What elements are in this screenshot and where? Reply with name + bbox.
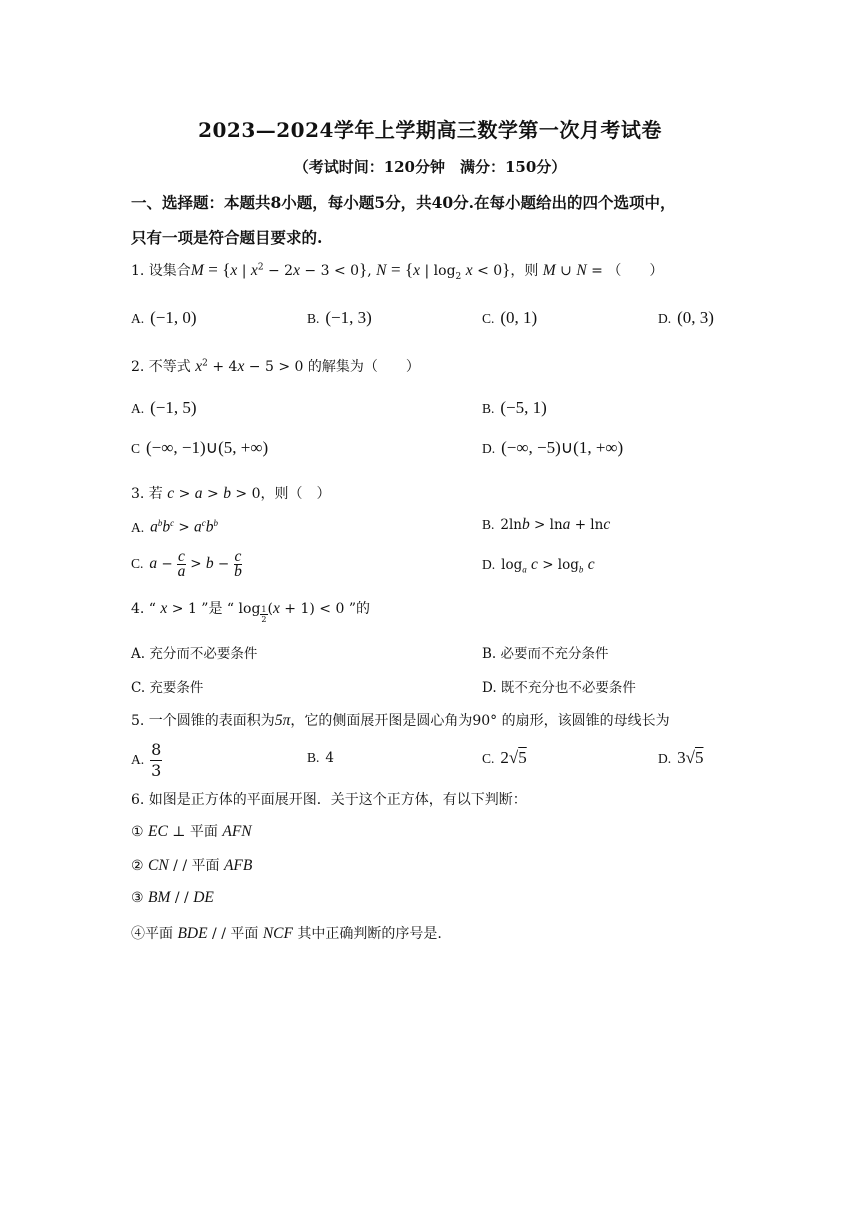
question-5: 5. 一个圆锥的表面积为5π，它的侧面展开图是圆心角为90° 的扇形，该圆锥的母线长为 — [131, 712, 670, 729]
q4-option-a[interactable]: A. 充分而不必要条件 — [131, 646, 258, 662]
q1-option-b[interactable]: B. (−1, 3) — [307, 308, 372, 327]
q2-option-d[interactable]: D. (−∞, −5)∪(1, +∞) — [482, 438, 624, 457]
section-heading-line2: 只有一项是符合题目要求的. — [131, 228, 323, 247]
q5-option-c[interactable]: C. 2√5 — [482, 748, 527, 767]
q4-option-d[interactable]: D. 既不充分也不必要条件 — [482, 680, 636, 696]
q4-option-c[interactable]: C. 充要条件 — [131, 680, 204, 696]
q6-item-3: ③ BM / / DE — [131, 889, 214, 906]
question-4: 4. “ x > 1 ”是 “ log $_{\frac{1}{2}}$ (x + 1) < 0 ”的 — [131, 600, 371, 625]
q1-option-c[interactable]: C. (0, 1) — [482, 308, 538, 327]
q5-option-d[interactable]: D. 3√5 — [658, 748, 704, 767]
q5-option-a[interactable]: A. $\frac{8}{3}$ — [131, 740, 162, 780]
q3-option-b[interactable]: B. 2lnb > lna + lnc — [482, 516, 611, 533]
q2-option-c[interactable]: C (−∞, −1)∪(5, +∞) — [131, 438, 269, 457]
q5-option-b[interactable]: B. 4 — [307, 750, 334, 766]
q3-option-d[interactable]: D. $\log_a c > \log_b c$ — [482, 556, 595, 575]
q4-option-b[interactable]: B. 必要而不充分条件 — [482, 646, 609, 662]
exam-subtitle: （考试时间：120分钟 满分：150分） — [293, 158, 567, 176]
question-2: 2. 不等式 $x^2 + 4x - 5 > 0$ 的解集为（ ） — [131, 358, 420, 375]
q6-item-4: ④平面 BDE / / 平面 NCF 其中正确判断的序号是. — [131, 925, 442, 942]
question-3: 3. 若 c > a > b > 0，则（ ） — [131, 485, 331, 502]
q1-option-d[interactable]: D. (0, 3) — [658, 308, 714, 327]
section-heading-line1: 一、选择题：本题共8小题，每小题5分，共40分.在每小题给出的四个选项中， — [131, 193, 676, 212]
q6-item-2: ② CN / / 平面 AFB — [131, 857, 253, 874]
question-6: 6. 如图是正方体的平面展开图．关于这个正方体，有以下判断： — [131, 792, 527, 808]
question-1: 1. 设集合M = {x | $x^2 - 2x - 3 < 0$}, N = {x | $\log_2 x < 0$}，则 M ∪ N = （ ） — [131, 260, 664, 282]
q1-prefix: 1. 设集合 — [131, 263, 191, 279]
q2-option-a[interactable]: A. (−1, 5) — [131, 398, 197, 417]
q6-item-1: ① EC ⊥ 平面 AFN — [131, 823, 252, 840]
q1-option-a[interactable]: A. (−1, 0) — [131, 308, 197, 327]
exam-title: 2023—2024学年上学期高三数学第一次月考试卷 — [198, 118, 662, 142]
q3-option-a[interactable]: A. $a^bb^c > a^cb^b$ — [131, 518, 219, 536]
q3-option-c[interactable]: C. a − $\frac{c}{a}$ > b − $\frac{c}{b}$ — [131, 548, 242, 580]
q2-option-b[interactable]: B. (−5, 1) — [482, 398, 547, 417]
